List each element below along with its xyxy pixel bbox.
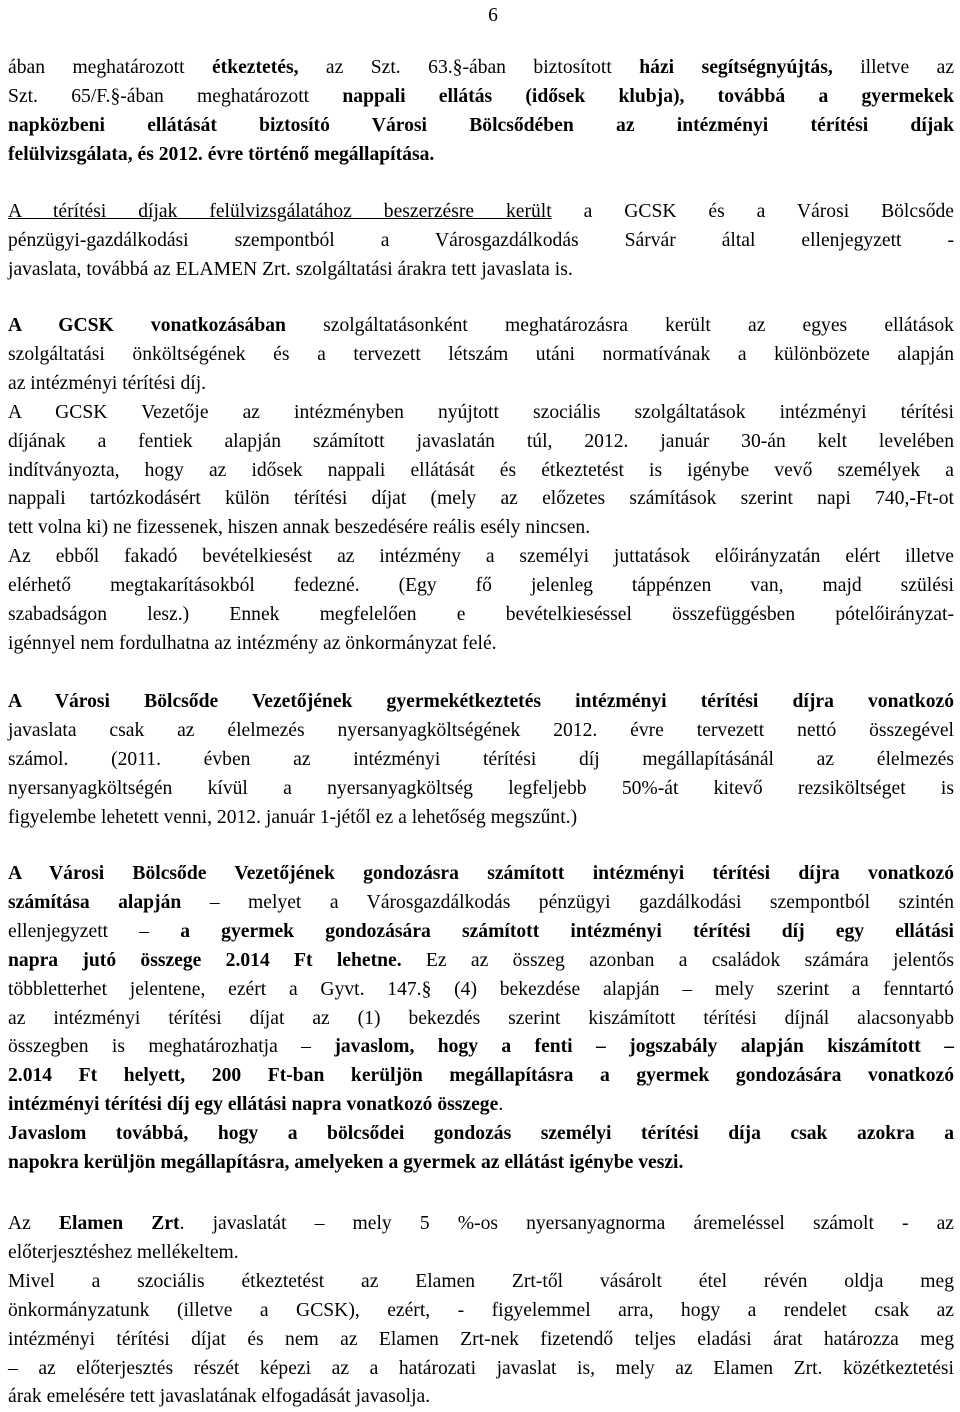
text-run: az intézményi térítési díjat az (1) bekezdés szerint kiszámított térítési díjnál alacsonyabb bbox=[8, 1007, 954, 1029]
text-run: elérhető megtakarításokból fedezné. (Egy fő jelenleg táppénzen van, majd szülési bbox=[8, 575, 954, 597]
text-line bbox=[8, 399, 954, 428]
text-run: a GCSK és a Városi Bölcsőde bbox=[551, 201, 954, 222]
text-run: § bbox=[452, 57, 463, 78]
bold-text: napokra kerüljön megállapításra, amelyeken a gyermek az ellátást igénybe veszi. bbox=[8, 1152, 684, 1174]
text-line bbox=[8, 312, 954, 341]
text-line bbox=[8, 804, 954, 833]
text-line bbox=[8, 746, 954, 775]
text-run: A GCSK Vezetője az intézményben nyújtott szociális szolgáltatások intézményi térítési bbox=[8, 401, 954, 423]
bold-text: intézményi térítési díj egy ellátási napra vonatkozó összege bbox=[8, 1094, 499, 1116]
text-run: javaslata csak az élelmezés nyersanyagköltségének 2012. évre tervezett nettó összegével bbox=[8, 719, 954, 741]
text-run: illetve az bbox=[832, 57, 955, 78]
text-line bbox=[8, 1120, 954, 1149]
bold-text: A GCSK vonatkozásában bbox=[8, 315, 286, 336]
text-line bbox=[8, 1149, 954, 1178]
bold-text: A Városi Bölcsőde Vezetőjének gyermekétkeztetés intézményi térítési díjra vonatkozó bbox=[8, 691, 954, 712]
underlined-text: A térítési díjak felülvizsgálatához beszerzésre került bbox=[8, 201, 552, 222]
bold-text: javaslom, hogy a fenti – jogszabály alapján kiszámított – bbox=[334, 1036, 954, 1058]
text-run: figyelembe lehetett venni, 2012. január 1-jétől ez a lehetőség megszűnt.) bbox=[8, 806, 578, 828]
text-line bbox=[8, 370, 954, 399]
text-run: szolgáltatásonként meghatározásra került az egyes ellátások bbox=[285, 315, 954, 336]
page-number: 6 bbox=[488, 5, 498, 26]
text-line bbox=[8, 688, 954, 717]
text-line bbox=[8, 485, 954, 514]
text-run: pénzügyi-gazdálkodási szempontból a Városgazdálkodás Sárvár által ellenjegyzett - bbox=[8, 229, 954, 251]
text-run: ában meghatározott bbox=[8, 57, 212, 78]
paragraph-nursery-meal-fee bbox=[8, 688, 954, 833]
text-line bbox=[8, 1062, 954, 1091]
text-line bbox=[8, 976, 954, 1005]
bold-text: A Városi Bölcsőde Vezetőjének gondozásra számított intézményi térítési díjra vonatkozó bbox=[8, 863, 954, 884]
text-run: díjának a fentiek alapján számított javaslatán túl, 2012. január 30-án kelt levelében bbox=[8, 430, 954, 452]
bold-text: felülvizsgálata, és 2012. évre történő megállapítása. bbox=[8, 143, 435, 165]
text-line bbox=[8, 860, 954, 889]
text-line bbox=[8, 947, 954, 976]
text-run: Mivel a szociális étkeztetést az Elamen Zrt-től vásárolt étel révén oldja meg bbox=[8, 1270, 954, 1292]
text-run: § bbox=[421, 978, 432, 1000]
text-run: intézményi térítési díjat és nem az Elamen Zrt-nek fizetendő teljes eladási árat határozza meg bbox=[8, 1328, 954, 1350]
text-run: -ában meghatározott bbox=[120, 85, 343, 107]
paragraph-fee-proposals-obtained bbox=[8, 198, 954, 285]
text-run: – melyet a Városgazdálkodás pénzügyi gazdálkodási szempontból szintén bbox=[181, 891, 955, 913]
text-line bbox=[8, 1210, 954, 1239]
text-line bbox=[8, 141, 954, 170]
text-line bbox=[8, 1033, 954, 1062]
text-run: többletterhet jelentene, ezért a Gyvt. 147. bbox=[8, 978, 422, 1000]
text-line bbox=[8, 514, 954, 543]
text-run: az intézményi térítési díj. bbox=[8, 372, 207, 394]
text-line bbox=[8, 601, 954, 630]
paragraph-fee-review-scope bbox=[8, 54, 954, 170]
text-line bbox=[8, 918, 954, 947]
text-run: nappali tartózkodásért külön térítési díjat (mely az előzetes számítások szerint napi 740,-Ft-ot bbox=[8, 488, 954, 510]
text-line bbox=[8, 775, 954, 804]
text-run: tett volna ki) ne fizessenek, hiszen annak beszedésére reális esély nincsen. bbox=[8, 517, 591, 539]
text-line bbox=[8, 1297, 954, 1326]
text-line bbox=[8, 457, 954, 486]
text-line bbox=[8, 889, 954, 918]
bold-text: számítása alapján bbox=[8, 891, 182, 913]
text-line bbox=[8, 630, 954, 659]
text-line bbox=[8, 1268, 954, 1297]
text-run: § bbox=[110, 85, 121, 107]
text-run: – az előterjesztés részét képezi az a határozati javaslat is, mely az Elamen Zrt. közétkeztetési bbox=[8, 1357, 954, 1379]
bold-text: napra jutó összege 2.014 Ft lehetne. bbox=[8, 949, 402, 971]
text-run: számol. (2011. évben az intézményi térítési díj megállapításánál az élelmezés bbox=[8, 748, 954, 770]
text-run: nyersanyagköltségén kívül a nyersanyagköltség legfeljebb 50%-át kitevő rezsiköltséget is bbox=[8, 777, 954, 799]
text-run: Szt. 65/F. bbox=[8, 85, 111, 107]
text-run: igénnyel nem fordulhatna az intézmény az önkormányzat felé. bbox=[8, 632, 497, 654]
text-run: az Szt. 63. bbox=[298, 57, 453, 78]
text-run: . javaslatát – mely 5 %-os nyersanyagnorma áremeléssel számolt - az bbox=[179, 1213, 955, 1234]
text-run: előterjesztéshez mellékeltem. bbox=[8, 1241, 239, 1263]
bold-text: napközbeni ellátását biztosító Városi Bölcsődében az intézményi térítési díjak bbox=[8, 114, 954, 136]
text-run: . bbox=[498, 1094, 504, 1116]
text-run: önkormányzatunk (illetve a GCSK), ezért, - figyelemmel arra, hogy a rendelet csak az bbox=[8, 1299, 954, 1321]
text-run: ellenjegyzett – bbox=[8, 920, 181, 942]
bold-text: házi segítségnyújtás, bbox=[639, 57, 833, 78]
text-line bbox=[8, 1355, 954, 1384]
text-run: Ez az összeg azonban a családok számára jelentős bbox=[401, 949, 954, 971]
text-line bbox=[8, 1005, 954, 1034]
text-run: (4) bekezdése alapján – mely szerint a fenntartó bbox=[431, 978, 954, 1000]
text-run: -ában biztosított bbox=[462, 57, 640, 78]
document-page bbox=[8, 0, 954, 1408]
bold-text: Elamen Zrt bbox=[58, 1213, 180, 1234]
bold-text: Javaslom továbbá, hogy a bölcsődei gondozás személyi térítési díja csak azokra a bbox=[8, 1123, 954, 1145]
paragraph-nursery-care-fee bbox=[8, 860, 954, 1178]
text-line bbox=[8, 1239, 954, 1268]
text-line bbox=[8, 1326, 954, 1355]
bold-text: a gyermek gondozására számított intézményi térítési díj egy ellátási bbox=[180, 920, 954, 942]
paragraph-elamen-proposal bbox=[8, 1210, 954, 1412]
text-line bbox=[8, 572, 954, 601]
text-line bbox=[8, 256, 954, 285]
text-line bbox=[8, 198, 954, 227]
text-run: összegben is meghatározhatja – bbox=[8, 1036, 335, 1058]
text-run: indítványozta, hogy az idősek nappali ellátását és étkeztetést is igénybe vevő személyek a bbox=[8, 459, 954, 481]
text-run: Az bbox=[8, 1213, 59, 1234]
text-line bbox=[8, 543, 954, 572]
text-line bbox=[8, 54, 954, 83]
text-line bbox=[8, 341, 954, 370]
text-line bbox=[8, 717, 954, 746]
text-run: árak emelésére tett javaslatának elfogadását javasolja. bbox=[8, 1386, 431, 1408]
text-run: szolgáltatási önköltségének és a tervezett létszám utáni normatívának a különbözete alapján bbox=[8, 343, 954, 365]
bold-text: étkeztetés, bbox=[211, 57, 299, 78]
text-run: szabadságon lesz.) Ennek megfelelően e bevételkieséssel összefüggésben pótelőirányzat- bbox=[8, 604, 954, 626]
text-run: Az ebből fakadó bevételkiesést az intézmény a személyi juttatások előirányzatán elért illetve bbox=[8, 546, 954, 568]
text-line bbox=[8, 112, 954, 141]
bold-text: nappali ellátás (idősek klubja), továbbá a gyermekek bbox=[342, 85, 954, 107]
bold-text: 2.014 Ft helyett, 200 Ft-ban kerüljön megállapításra a gyermek gondozására vonatkozó bbox=[8, 1065, 954, 1087]
text-line bbox=[8, 227, 954, 256]
text-line bbox=[8, 1091, 954, 1120]
text-run: javaslata, továbbá az ELAMEN Zrt. szolgáltatási árakra tett javaslata is. bbox=[8, 258, 573, 280]
text-line bbox=[8, 83, 954, 112]
text-line bbox=[8, 428, 954, 457]
paragraph-gcsk-fees bbox=[8, 312, 954, 659]
